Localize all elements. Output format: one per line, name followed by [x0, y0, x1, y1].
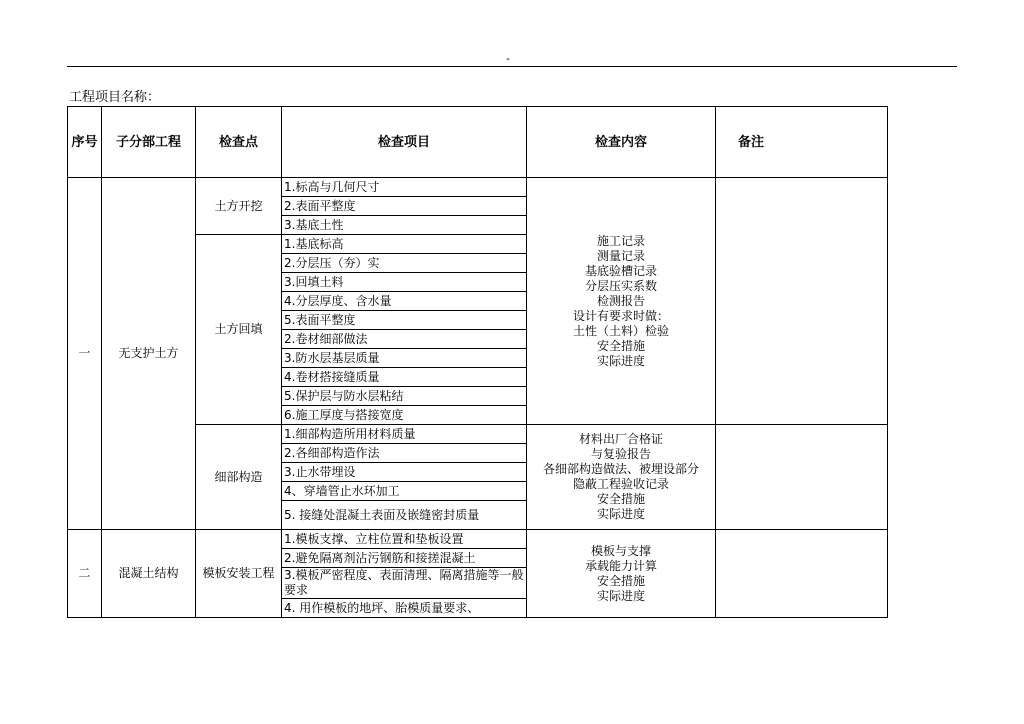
check-item: 3.回填土料: [282, 273, 527, 292]
project-name-label: 工程项目名称：: [69, 90, 161, 105]
check-content-cell: [527, 178, 716, 425]
page-header-mark: -: [506, 52, 510, 65]
check-item: 4.卷材搭接缝质量: [282, 368, 527, 387]
check-item: 1.基底标高: [282, 235, 527, 254]
remarks-cell: [716, 530, 888, 618]
remarks-cell: [716, 425, 888, 530]
table-row: [68, 178, 888, 197]
seq-cell: 一: [68, 178, 102, 530]
check-item: 2.表面平整度: [282, 197, 527, 216]
check-item: 2.卷材细部做法: [282, 330, 527, 349]
content-line: 材料出厂合格证: [578, 432, 663, 446]
content-line: 承载能力计算: [584, 558, 657, 573]
check-item: 1.细部构造所用材料质量: [282, 425, 527, 444]
seq-cell: 二: [68, 530, 102, 618]
content-line: 基底验槽记录: [584, 263, 657, 278]
check-item: 3.基底土性: [282, 216, 527, 235]
checkpoint-cell: 模板安装工程: [196, 530, 282, 618]
check-item: 2.避免隔离剂沾污钢筋和接搓混凝土: [282, 549, 527, 568]
check-item: 2.分层压（夯）实: [282, 254, 527, 273]
check-content-cell: [527, 530, 716, 618]
content-line: 检测报告: [596, 293, 645, 308]
inspection-table: [67, 106, 888, 618]
content-line: 实际进度: [596, 588, 645, 603]
content-line: 实际进度: [596, 353, 645, 368]
content-line: 分层压实系数: [584, 278, 657, 293]
remarks-cell: [716, 178, 888, 425]
check-item: 1.模板支撑、立柱位置和垫板设置: [282, 530, 527, 549]
check-content-cell: [527, 425, 716, 530]
check-item: 2.各细部构造作法: [282, 444, 527, 463]
content-line: 测量记录: [596, 248, 645, 263]
content-line: 安全措施: [596, 492, 645, 506]
check-item: 6.施工厚度与搭接宽度: [282, 406, 527, 425]
header-row: [68, 107, 888, 178]
content-line: 实际进度: [596, 507, 645, 521]
subproject-cell: 混凝土结构: [102, 530, 196, 618]
header-seq: 序号: [68, 107, 102, 178]
check-item: 4. 用作模板的地坪、胎模质量要求、: [282, 599, 527, 618]
checkpoint-cell: 土方回填: [196, 235, 282, 425]
check-item: 3.止水带埋设: [282, 463, 527, 482]
content-line: 隐蔽工程验收记录: [572, 477, 669, 491]
check-item: 4、穿墙管止水环加工: [282, 482, 527, 501]
check-item: 5.保护层与防水层粘结: [282, 387, 527, 406]
check-item: 5. 接缝处混凝土表面及嵌缝密封质量: [282, 501, 527, 530]
content-line: 土性（土料）检验: [572, 323, 669, 338]
header-rule: [67, 66, 957, 67]
header-check-content: 检查内容: [527, 107, 716, 178]
content-line: 与复验报告: [590, 447, 651, 461]
header-remarks: 备注: [716, 107, 888, 178]
checkpoint-cell: 细部构造: [196, 425, 282, 530]
content-line: 安全措施: [596, 338, 645, 353]
header-check-item: 检查项目: [282, 107, 527, 178]
check-item: 4.分层厚度、含水量: [282, 292, 527, 311]
check-item: 3.防水层基层质量: [282, 349, 527, 368]
content-line: 设计有要求时做：: [572, 308, 669, 323]
content-line: 安全措施: [596, 573, 645, 588]
header-checkpoint: 检查点: [196, 107, 282, 178]
content-line: 模板与支撑: [590, 543, 651, 558]
check-item: 3.模板严密程度、表面清理、隔离措施等一般要求: [282, 568, 527, 599]
check-item: 5.表面平整度: [282, 311, 527, 330]
checkpoint-cell: 土方开挖: [196, 178, 282, 235]
check-item: 1.标高与几何尺寸: [282, 178, 527, 197]
content-line: 各细部构造做法、被埋设部分: [542, 462, 699, 476]
subproject-cell: 无支护土方: [102, 178, 196, 530]
content-line: 施工记录: [596, 233, 645, 248]
header-subproject: 子分部工程: [102, 107, 196, 178]
table-row: [68, 530, 888, 549]
